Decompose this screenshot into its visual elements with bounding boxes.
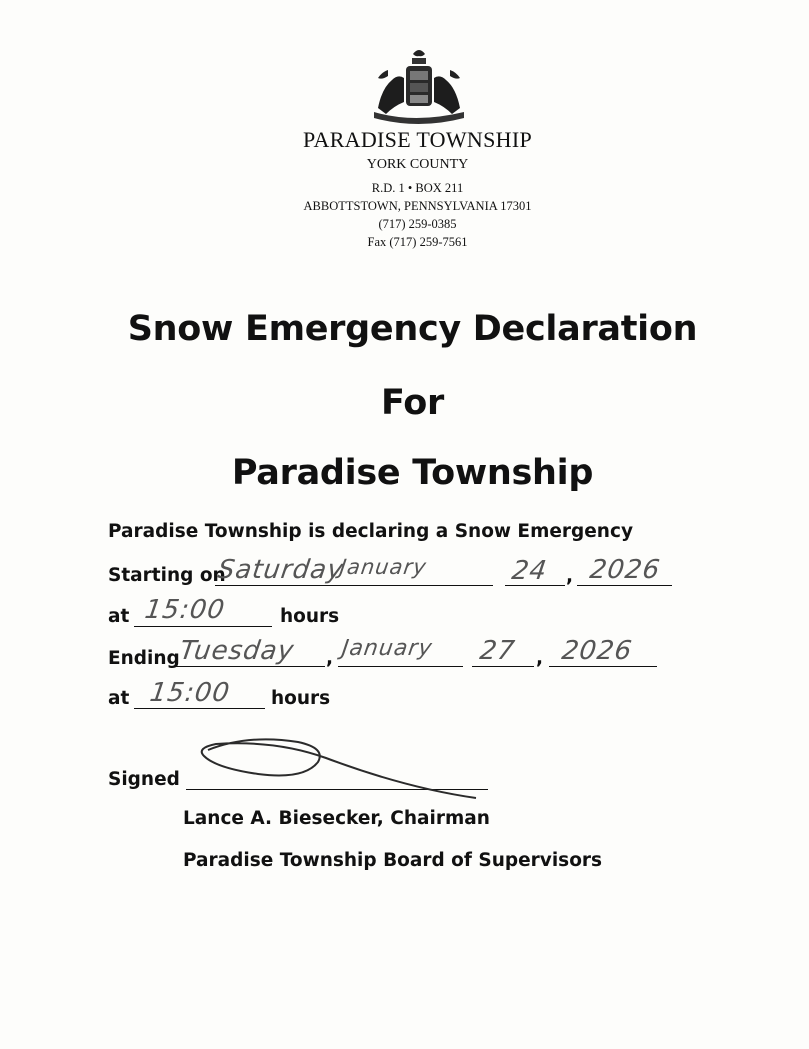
start-day-value: Saturday [215, 555, 346, 585]
title-township: Paradise Township [231, 453, 594, 493]
document-title: Snow Emergency Declaration [127, 309, 698, 349]
title-for: For [381, 383, 444, 423]
signer-name: Lance A. Biesecker, Chairman [183, 808, 490, 829]
end-date-value: 27 [477, 636, 518, 666]
board-name: Paradise Township Board of Supervisors [183, 850, 603, 871]
end-day-value: Tuesday [177, 636, 297, 666]
comma: , [326, 648, 334, 669]
at-label: at [108, 688, 130, 709]
township-name: PARADISE TOWNSHIP [302, 127, 533, 152]
hours-label: hours [280, 606, 340, 627]
end-time-blank [134, 708, 265, 709]
start-month-value: January [338, 555, 429, 579]
start-year-value: 2026 [587, 555, 663, 585]
address-city: ABBOTTSTOWN, PENNSYLVANIA 17301 [303, 199, 532, 213]
township-seal-logo [368, 46, 470, 126]
county-name: YORK COUNTY [366, 157, 469, 172]
start-year-blank [577, 585, 672, 586]
start-time-blank [134, 626, 272, 627]
start-date-value: 24 [509, 556, 550, 586]
handwritten-signature [190, 732, 490, 802]
ending-label: Ending [108, 648, 180, 669]
end-day-blank [175, 666, 325, 667]
start-time-value: 15:00 [142, 595, 228, 625]
starting-label: Starting on [108, 565, 226, 586]
phone-number: (717) 259-0385 [378, 217, 457, 231]
at-label: at [108, 606, 130, 627]
hours-label: hours [271, 688, 331, 709]
start-day-blank [215, 585, 493, 586]
comma: , [536, 648, 544, 669]
end-time-value: 15:00 [147, 678, 233, 708]
end-year-value: 2026 [559, 636, 635, 666]
end-year-blank [549, 666, 657, 667]
fax-number: Fax (717) 259-7561 [367, 235, 468, 249]
declaration-intro: Paradise Township is declaring a Snow Emergency [108, 521, 634, 542]
end-month-value: January [340, 636, 435, 661]
signed-label: Signed [108, 769, 180, 790]
address-box: R.D. 1 • BOX 211 [371, 181, 464, 195]
end-month-blank [338, 666, 463, 667]
comma: , [566, 566, 574, 587]
end-date-blank [472, 666, 534, 667]
